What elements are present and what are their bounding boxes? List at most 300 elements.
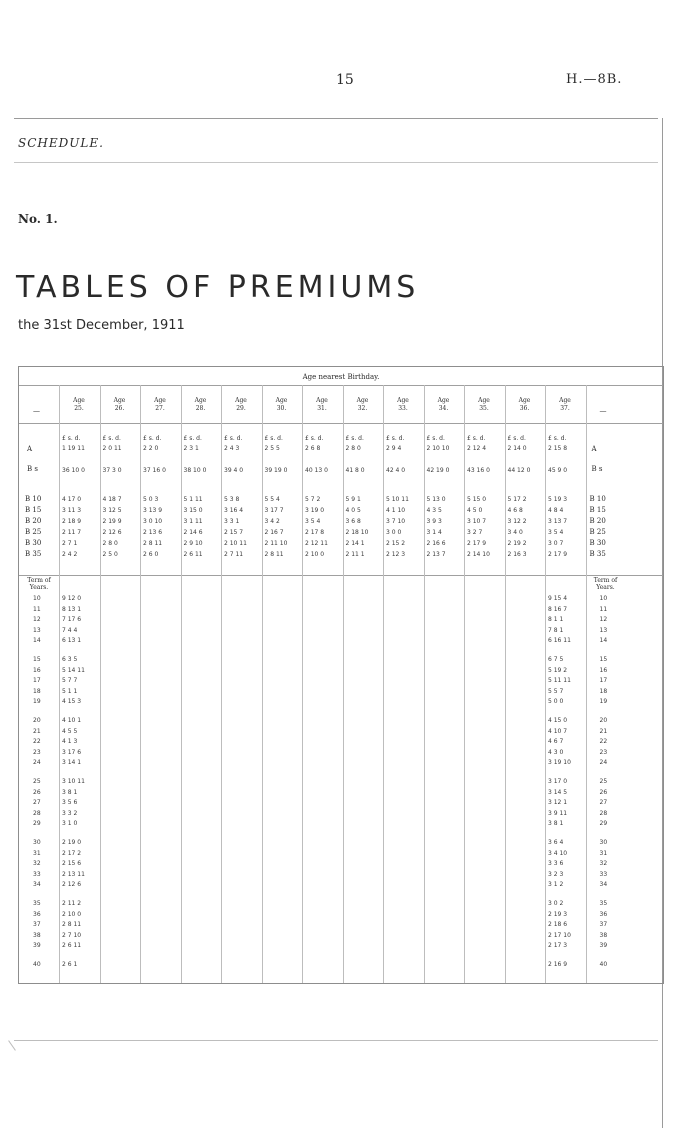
first-column-cell: 5 14 11 bbox=[62, 666, 85, 674]
first-column-cell: 2 10 0 bbox=[62, 910, 82, 918]
age-value: 26. bbox=[114, 405, 125, 412]
age-value: 28. bbox=[195, 405, 206, 412]
b-row-cell: 3 13 7 bbox=[548, 518, 568, 525]
age-value: 25. bbox=[74, 405, 84, 412]
b-row-cell: 2 18 10 bbox=[345, 529, 369, 536]
term-label: 21 bbox=[33, 727, 41, 735]
header-rule bbox=[19, 423, 663, 424]
term-label-right: 19 bbox=[599, 698, 608, 706]
first-column-cell: 3 10 11 bbox=[62, 778, 85, 785]
age-word: Age bbox=[559, 397, 571, 404]
last-column-cell: 2 17 10 bbox=[548, 931, 571, 939]
age-header bbox=[465, 397, 503, 413]
age-value: 36. bbox=[519, 405, 530, 412]
column-divider bbox=[302, 385, 303, 983]
age-word: Age bbox=[113, 397, 126, 404]
b-row-cell: 3 5 4 bbox=[305, 518, 321, 525]
b-row-cell: 3 19 0 bbox=[305, 507, 325, 514]
term-label: 24 bbox=[33, 759, 41, 767]
last-column-cell: 9 15 4 bbox=[548, 595, 568, 602]
first-column-cell: 5 7 7 bbox=[62, 677, 78, 685]
age-word: Age bbox=[73, 397, 85, 404]
last-column-cell: 8 16 7 bbox=[548, 605, 568, 613]
row-bs-cell: 37 3 0 bbox=[102, 467, 122, 474]
term-label-right: 39 bbox=[599, 942, 608, 950]
row-a-cell: 2 15 8 bbox=[548, 445, 568, 452]
column-divider bbox=[181, 385, 182, 983]
first-column-cell: 7 17 6 bbox=[62, 616, 82, 624]
b-row-cell: 3 12 2 bbox=[507, 518, 527, 525]
first-column-cell: 3 17 6 bbox=[62, 748, 82, 756]
b-row-cell: 5 7 2 bbox=[305, 496, 321, 503]
b-row-cell: 3 4 0 bbox=[507, 529, 523, 536]
age-value: 27. bbox=[155, 405, 165, 412]
b-row-cell: 4 3 5 bbox=[426, 507, 442, 514]
bottom-rule bbox=[14, 1040, 658, 1041]
age-header bbox=[263, 397, 301, 413]
unit-header: £ s. d. bbox=[386, 435, 405, 442]
row-a-cell: 2 12 4 bbox=[467, 445, 487, 452]
last-column-cell: 2 17 3 bbox=[548, 942, 568, 950]
first-column-cell: 2 8 11 bbox=[62, 921, 82, 929]
b-row-cell: 3 0 7 bbox=[548, 540, 564, 547]
age-word: Age bbox=[316, 397, 328, 404]
term-label-right: 15 bbox=[599, 656, 608, 663]
unit-header: £ s. d. bbox=[264, 435, 283, 442]
last-column-cell: 2 19 3 bbox=[548, 910, 568, 918]
b-row-cell: 2 14 1 bbox=[345, 540, 365, 547]
column-divider bbox=[586, 385, 587, 983]
first-column-cell: 4 10 1 bbox=[62, 717, 82, 724]
b-row-cell: 3 3 1 bbox=[224, 518, 240, 525]
age-value: 37. bbox=[560, 405, 570, 412]
last-column-cell: 4 6 7 bbox=[548, 738, 564, 746]
term-label: 25 bbox=[33, 778, 41, 785]
unit-header: £ s. d. bbox=[345, 435, 364, 442]
last-column-cell: 3 3 6 bbox=[548, 860, 564, 868]
term-label-right: 33 bbox=[599, 870, 608, 878]
b-row-cell: 2 17 9 bbox=[467, 540, 487, 547]
first-column-cell: 2 6 1 bbox=[62, 961, 78, 968]
unit-header: £ s. d. bbox=[548, 435, 567, 442]
right-dash-header: — bbox=[599, 407, 607, 415]
term-label: 36 bbox=[33, 910, 41, 918]
b-row-cell: 3 7 10 bbox=[386, 518, 406, 525]
b-row-label: B 30 bbox=[25, 539, 42, 547]
first-column-cell: 4 5 5 bbox=[62, 727, 78, 735]
last-column-cell: 8 1 1 bbox=[548, 616, 564, 624]
term-label-right: 23 bbox=[599, 748, 608, 756]
premiums-table bbox=[18, 366, 664, 984]
b-row-cell: 2 4 2 bbox=[62, 551, 78, 558]
b-row-cell: 4 0 5 bbox=[345, 507, 361, 514]
b-row-cell: 2 14 10 bbox=[467, 551, 490, 558]
row-a-cell: 2 9 4 bbox=[386, 445, 402, 452]
page-number: 15 bbox=[336, 72, 354, 88]
term-label: 10 bbox=[33, 595, 41, 602]
row-a-cell: 2 3 1 bbox=[183, 445, 199, 452]
term-label: 20 bbox=[33, 717, 41, 724]
age-header bbox=[506, 397, 544, 413]
term-label: 19 bbox=[33, 698, 41, 706]
term-label: 22 bbox=[33, 738, 41, 746]
b-row-cell: 2 8 0 bbox=[102, 540, 118, 547]
b-row-cell: 5 9 1 bbox=[345, 496, 361, 503]
b-row-cell: 2 14 6 bbox=[183, 529, 203, 536]
term-label: 12 bbox=[33, 616, 41, 624]
age-word: Age bbox=[437, 397, 450, 404]
age-value: 32. bbox=[357, 405, 368, 412]
b-row-cell: 2 12 3 bbox=[386, 551, 406, 558]
b-row-cell: 4 6 8 bbox=[507, 507, 523, 514]
term-label: 38 bbox=[33, 931, 41, 939]
b-row-cell: 2 12 11 bbox=[305, 540, 328, 547]
column-divider bbox=[505, 385, 506, 983]
b-row-cell: 5 0 3 bbox=[143, 496, 159, 503]
b-row-cell: 5 19 3 bbox=[548, 496, 568, 503]
row-bs-cell: 44 12 0 bbox=[507, 467, 531, 474]
first-column-cell: 4 15 3 bbox=[62, 698, 82, 706]
last-column-cell: 3 2 3 bbox=[548, 870, 564, 878]
term-label-right: 35 bbox=[599, 900, 608, 907]
term-heading-right: Term of Years. bbox=[593, 577, 618, 591]
term-label-right: 18 bbox=[599, 687, 608, 695]
column-divider bbox=[100, 385, 101, 983]
b-row-cell: 4 17 0 bbox=[62, 496, 82, 503]
term-heading-left: Term of Years. bbox=[27, 577, 51, 591]
first-column-cell: 6 3 5 bbox=[62, 656, 78, 663]
b-row-cell: 3 9 3 bbox=[426, 518, 442, 525]
row-a-cell: 2 2 0 bbox=[143, 445, 159, 452]
column-divider bbox=[140, 385, 141, 983]
column-divider bbox=[545, 385, 546, 983]
term-label-right: 40 bbox=[599, 961, 608, 968]
row-a-cell: 1 19 11 bbox=[62, 445, 85, 452]
b-row-cell: 3 2 7 bbox=[467, 529, 483, 536]
first-column-cell: 3 1 0 bbox=[62, 820, 78, 828]
age-value: 30. bbox=[276, 405, 287, 412]
term-label-right: 17 bbox=[599, 677, 608, 685]
term-label-right: 34 bbox=[599, 881, 608, 889]
b-row-cell: 2 11 1 bbox=[345, 551, 365, 558]
age-value: 33. bbox=[398, 405, 408, 412]
b-row-cell: 3 10 7 bbox=[467, 518, 487, 525]
b-row-cell: 3 11 3 bbox=[62, 507, 82, 514]
first-column-cell: 2 11 2 bbox=[62, 900, 82, 907]
term-label: 26 bbox=[33, 788, 41, 796]
b-row-cell: 2 7 1 bbox=[62, 540, 78, 547]
age-header bbox=[344, 397, 382, 413]
row-a-cell: 2 0 11 bbox=[102, 445, 122, 452]
age-word: Age bbox=[194, 397, 207, 404]
b-row-cell: 5 17 2 bbox=[507, 496, 527, 503]
b-row-cell: 3 16 4 bbox=[224, 507, 244, 514]
age-nearest-birthday-heading: Age nearest Birthday. bbox=[302, 373, 380, 381]
b-row-label-right: B 25 bbox=[589, 528, 606, 536]
last-column-cell: 2 18 6 bbox=[548, 921, 568, 929]
term-label-right: 21 bbox=[599, 727, 608, 735]
last-column-cell: 6 16 11 bbox=[548, 637, 571, 645]
age-word: Age bbox=[275, 397, 288, 404]
b-row-cell: 5 1 11 bbox=[183, 496, 203, 503]
term-label: 14 bbox=[33, 637, 41, 645]
b-row-cell: 2 7 11 bbox=[224, 551, 244, 558]
age-word: Age bbox=[397, 397, 409, 404]
unit-header: £ s. d. bbox=[467, 435, 486, 442]
top-rule bbox=[14, 118, 658, 119]
row-label-bs: B s bbox=[27, 465, 38, 473]
first-column-cell: 5 1 1 bbox=[62, 687, 78, 695]
age-value: 35. bbox=[479, 405, 489, 412]
last-column-cell: 3 12 1 bbox=[548, 799, 568, 807]
term-label: 29 bbox=[33, 820, 41, 828]
column-divider bbox=[262, 385, 263, 983]
b-row-cell: 3 13 9 bbox=[143, 507, 163, 514]
last-column-cell: 5 11 11 bbox=[548, 677, 571, 685]
b-row-cell: 5 15 0 bbox=[467, 496, 487, 503]
age-header bbox=[384, 397, 422, 413]
b-row-label-right: B 30 bbox=[589, 539, 606, 547]
first-column-cell: 4 1 3 bbox=[62, 738, 78, 746]
term-label-right: 14 bbox=[599, 637, 608, 645]
age-header bbox=[141, 397, 179, 413]
b-row-cell: 5 13 0 bbox=[426, 496, 446, 503]
first-column-cell: 6 13 1 bbox=[62, 637, 82, 645]
b-row-cell: 2 6 11 bbox=[183, 551, 203, 558]
first-column-cell: 2 7 10 bbox=[62, 931, 82, 939]
unit-header: £ s. d. bbox=[305, 435, 324, 442]
term-label: 11 bbox=[33, 605, 41, 613]
b-row-cell: 4 18 7 bbox=[102, 496, 122, 503]
unit-header: £ s. d. bbox=[426, 435, 445, 442]
last-column-cell: 3 8 1 bbox=[548, 820, 564, 828]
b-row-cell: 2 15 7 bbox=[224, 529, 244, 536]
b-row-cell: 3 0 10 bbox=[143, 518, 163, 525]
b-row-cell: 2 10 0 bbox=[305, 551, 325, 558]
last-column-cell: 3 17 0 bbox=[548, 778, 568, 785]
b-row-cell: 2 18 9 bbox=[62, 518, 82, 525]
row-bs-cell: 37 16 0 bbox=[143, 467, 166, 474]
first-column-cell: 2 13 11 bbox=[62, 870, 85, 878]
last-column-cell: 3 4 10 bbox=[548, 849, 568, 857]
term-label-right: 26 bbox=[599, 788, 608, 796]
row-bs-cell: 36 10 0 bbox=[62, 467, 85, 474]
b-row-cell: 2 13 6 bbox=[143, 529, 163, 536]
last-column-cell: 3 1 2 bbox=[548, 881, 564, 889]
term-label-right: 25 bbox=[599, 778, 608, 785]
margin-mark bbox=[8, 1040, 16, 1050]
schedule-label: SCHEDULE. bbox=[18, 136, 104, 150]
b-row-cell: 5 10 11 bbox=[386, 496, 409, 503]
b-row-cell: 2 12 6 bbox=[102, 529, 122, 536]
term-label: 39 bbox=[33, 942, 41, 950]
table-number: No. 1. bbox=[18, 212, 58, 226]
age-header bbox=[546, 397, 584, 413]
b-row-label-right: B 35 bbox=[589, 550, 606, 558]
last-column-cell: 6 7 5 bbox=[548, 656, 564, 663]
term-label: 31 bbox=[33, 849, 41, 857]
b-row-cell: 2 13 7 bbox=[426, 551, 446, 558]
term-label-right: 22 bbox=[599, 738, 608, 746]
b-row-cell: 2 19 2 bbox=[507, 540, 527, 547]
row-bs-cell: 42 19 0 bbox=[426, 467, 450, 474]
b-row-cell: 3 5 4 bbox=[548, 529, 564, 536]
term-label-right: 32 bbox=[599, 860, 608, 868]
b-row-cell: 2 9 10 bbox=[183, 540, 203, 547]
term-label: 28 bbox=[33, 809, 41, 817]
row-label-a-right: A bbox=[591, 445, 597, 453]
first-column-cell: 2 19 0 bbox=[62, 839, 82, 846]
b-row-cell: 2 17 8 bbox=[305, 529, 325, 536]
b-row-cell: 4 8 4 bbox=[548, 507, 564, 514]
first-column-cell: 7 4 4 bbox=[62, 626, 78, 634]
b-row-cell: 2 8 11 bbox=[143, 540, 163, 547]
unit-header: £ s. d. bbox=[62, 435, 81, 442]
b-row-label: B 15 bbox=[25, 506, 42, 514]
term-label: 37 bbox=[33, 921, 41, 929]
page-title: TABLES OF PREMIUMS bbox=[16, 270, 420, 306]
unit-header: £ s. d. bbox=[102, 435, 121, 442]
term-label: 23 bbox=[33, 748, 41, 756]
age-word: Age bbox=[518, 397, 531, 404]
row-a-cell: 2 10 10 bbox=[426, 445, 450, 452]
last-column-cell: 5 5 7 bbox=[548, 687, 564, 695]
term-label: 15 bbox=[33, 656, 41, 663]
last-column-cell: 2 16 9 bbox=[548, 961, 568, 968]
term-label-right: 11 bbox=[599, 605, 608, 613]
age-header bbox=[303, 397, 341, 413]
b-row-cell: 4 5 0 bbox=[467, 507, 483, 514]
term-label: 17 bbox=[33, 677, 41, 685]
b-row-label: B 10 bbox=[25, 495, 42, 503]
term-label-right: 13 bbox=[599, 626, 608, 634]
b-row-cell: 2 19 9 bbox=[102, 518, 122, 525]
column-divider bbox=[221, 385, 222, 983]
row-a-cell: 2 4 3 bbox=[224, 445, 240, 452]
b-row-cell: 2 11 7 bbox=[62, 529, 82, 536]
age-value: 29. bbox=[236, 405, 246, 412]
term-label-right: 12 bbox=[599, 616, 608, 624]
term-label: 33 bbox=[33, 870, 41, 878]
b-row-label: B 20 bbox=[25, 517, 42, 525]
term-label: 40 bbox=[33, 961, 41, 968]
age-word: Age bbox=[356, 397, 369, 404]
last-column-cell: 3 0 2 bbox=[548, 900, 564, 907]
b-row-cell: 2 16 6 bbox=[426, 540, 446, 547]
term-label-right: 20 bbox=[599, 717, 608, 724]
b-row-cell: 2 5 0 bbox=[102, 551, 118, 558]
term-label-right: 27 bbox=[599, 799, 608, 807]
first-column-cell: 2 6 11 bbox=[62, 942, 82, 950]
term-label: 32 bbox=[33, 860, 41, 868]
last-column-cell: 4 3 0 bbox=[548, 748, 564, 756]
unit-header: £ s. d. bbox=[183, 435, 202, 442]
column-divider bbox=[383, 385, 384, 983]
last-column-cell: 4 10 7 bbox=[548, 727, 568, 735]
b-row-cell: 2 8 11 bbox=[264, 551, 284, 558]
b-row-cell: 3 12 5 bbox=[102, 507, 122, 514]
b-row-cell: 5 3 8 bbox=[224, 496, 240, 503]
first-column-cell: 3 5 6 bbox=[62, 799, 78, 807]
column-divider bbox=[59, 385, 60, 983]
last-column-cell: 3 6 4 bbox=[548, 839, 564, 846]
term-label-right: 36 bbox=[599, 910, 608, 918]
row-bs-cell: 39 19 0 bbox=[264, 467, 288, 474]
last-column-cell: 3 19 10 bbox=[548, 759, 571, 767]
row-label-bs-right: B s bbox=[591, 465, 603, 473]
b-row-cell: 2 16 7 bbox=[264, 529, 284, 536]
header-rule bbox=[19, 385, 663, 386]
term-label: 35 bbox=[33, 900, 41, 907]
age-header bbox=[425, 397, 463, 413]
first-column-cell: 3 3 2 bbox=[62, 809, 78, 817]
age-value: 31. bbox=[317, 405, 327, 412]
row-a-cell: 2 14 0 bbox=[507, 445, 527, 452]
age-value: 34. bbox=[438, 405, 449, 412]
b-row-cell: 4 1 10 bbox=[386, 507, 406, 514]
row-a-cell: 2 6 8 bbox=[305, 445, 321, 452]
term-label-right: 31 bbox=[599, 849, 608, 857]
first-column-cell: 3 14 1 bbox=[62, 759, 82, 767]
unit-header: £ s. d. bbox=[143, 435, 162, 442]
age-header bbox=[60, 397, 98, 413]
row-bs-cell: 42 4 0 bbox=[386, 467, 406, 474]
term-label-right: 28 bbox=[599, 809, 608, 817]
b-row-cell: 3 15 0 bbox=[183, 507, 203, 514]
row-a-cell: 2 8 0 bbox=[345, 445, 361, 452]
column-divider bbox=[343, 385, 344, 983]
b-row-cell: 2 16 3 bbox=[507, 551, 527, 558]
column-divider bbox=[464, 385, 465, 983]
row-bs-cell: 40 13 0 bbox=[305, 467, 328, 474]
b-row-cell: 3 17 7 bbox=[264, 507, 284, 514]
row-label-a: A bbox=[27, 445, 33, 453]
last-column-cell: 4 15 0 bbox=[548, 717, 568, 724]
term-label-right: 29 bbox=[599, 820, 608, 828]
date-line: the 31st December, 1911 bbox=[18, 318, 185, 333]
first-column-cell: 2 12 6 bbox=[62, 881, 82, 889]
unit-header: £ s. d. bbox=[224, 435, 243, 442]
term-label: 34 bbox=[33, 881, 41, 889]
row-bs-cell: 43 16 0 bbox=[467, 467, 490, 474]
b-row-cell: 3 4 2 bbox=[264, 518, 280, 525]
document-code: H.—8B. bbox=[566, 72, 623, 87]
age-header bbox=[222, 397, 260, 413]
age-word: Age bbox=[478, 397, 490, 404]
term-label: 18 bbox=[33, 687, 41, 695]
term-label-right: 38 bbox=[599, 931, 608, 939]
row-a-cell: 2 5 5 bbox=[264, 445, 280, 452]
last-column-cell: 7 8 1 bbox=[548, 626, 564, 634]
row-bs-cell: 39 4 0 bbox=[224, 467, 244, 474]
row-bs-cell: 38 10 0 bbox=[183, 467, 207, 474]
left-dash-header: — bbox=[33, 407, 40, 415]
b-row-cell: 2 15 2 bbox=[386, 540, 406, 547]
b-row-cell: 2 17 9 bbox=[548, 551, 568, 558]
b-row-label-right: B 10 bbox=[589, 495, 606, 503]
first-column-cell: 3 8 1 bbox=[62, 788, 78, 796]
b-row-label-right: B 20 bbox=[589, 517, 606, 525]
column-divider bbox=[424, 385, 425, 983]
term-label-right: 24 bbox=[599, 759, 608, 767]
term-rule bbox=[19, 575, 663, 576]
b-row-cell: 5 5 4 bbox=[264, 496, 280, 503]
row-bs-cell: 41 8 0 bbox=[345, 467, 365, 474]
schedule-rule bbox=[14, 162, 658, 163]
term-label: 16 bbox=[33, 666, 41, 674]
b-row-cell: 2 11 10 bbox=[264, 540, 288, 547]
unit-header: £ s. d. bbox=[507, 435, 526, 442]
